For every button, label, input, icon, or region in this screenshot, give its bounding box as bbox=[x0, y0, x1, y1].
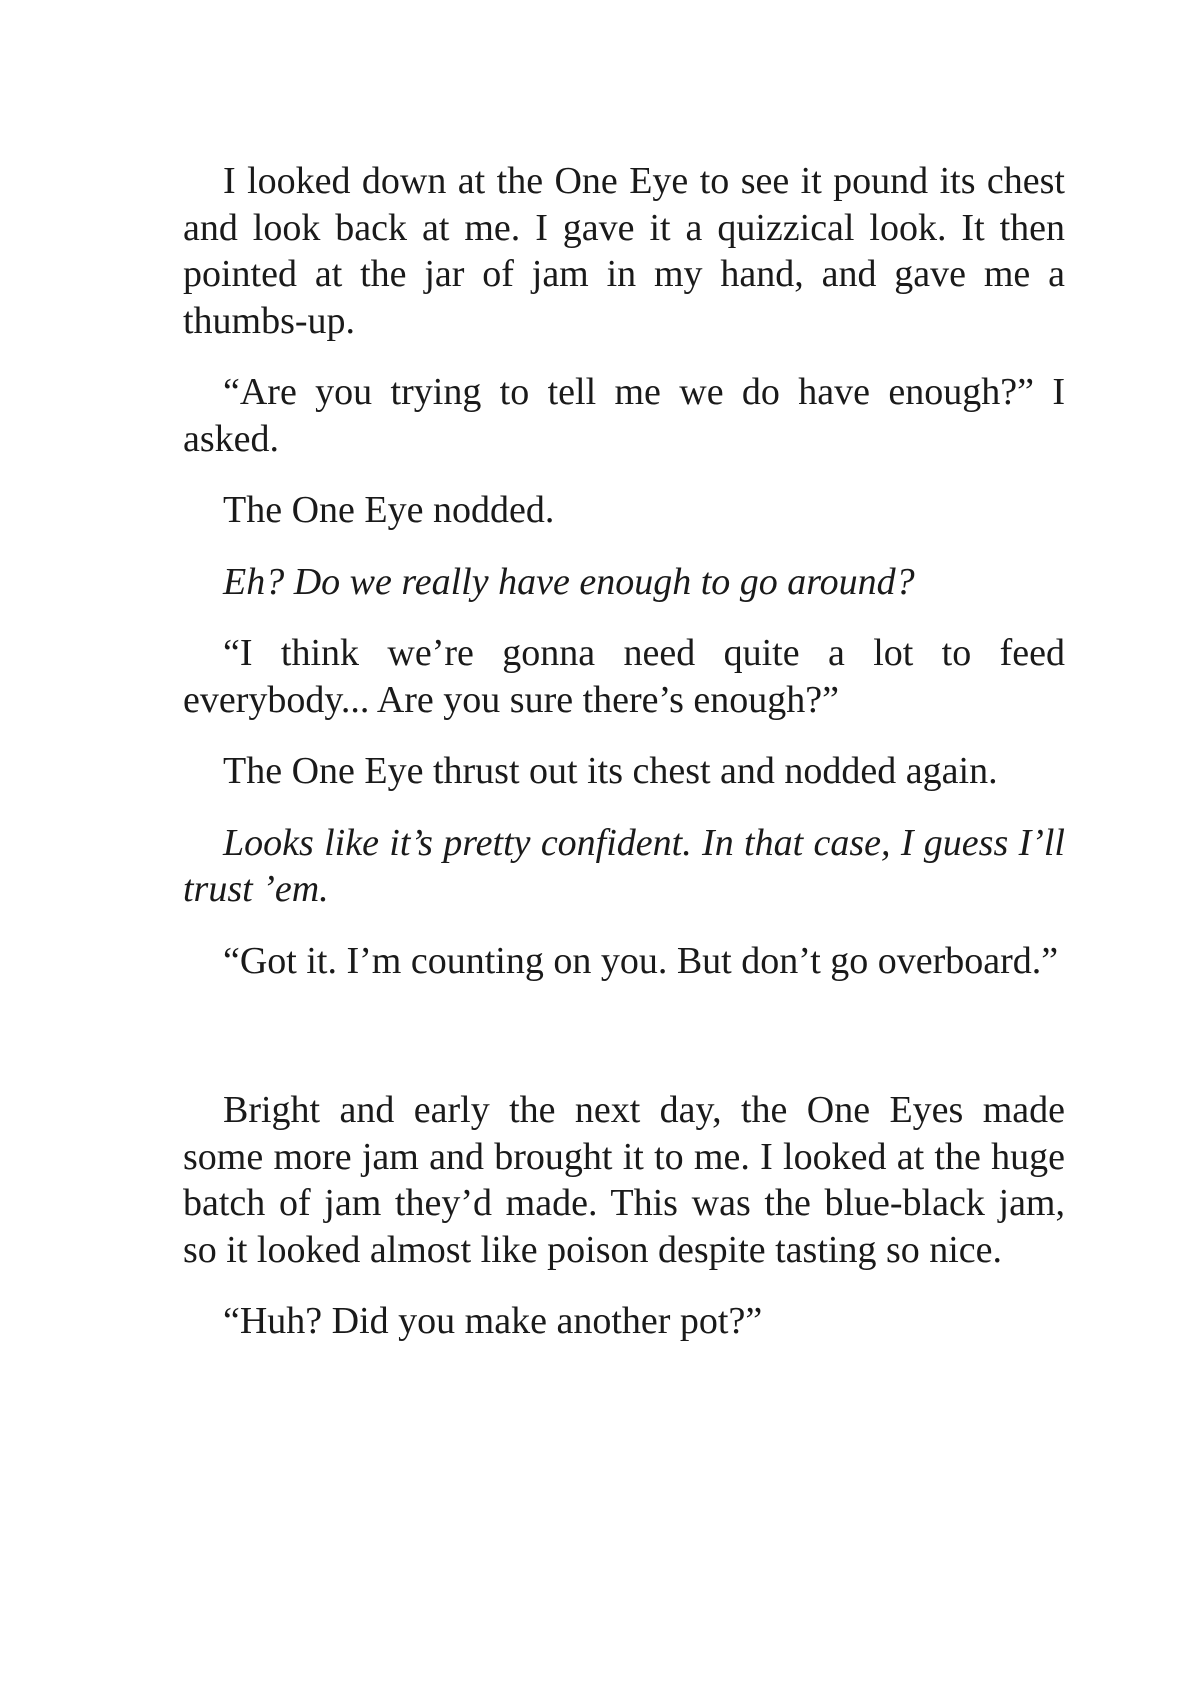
page-body bbox=[183, 158, 1065, 1370]
paragraph: The One Eye nodded. bbox=[223, 489, 555, 531]
italic-paragraph: Looks like it’s pretty confident. In that case, I guess I’ll trust ’em. bbox=[183, 821, 1065, 910]
paragraph: “Got it. I’m counting on you. But don’t go overboard.” bbox=[223, 939, 1059, 982]
paragraph: I looked down at the One Eye to see it pound its chest and look back at me. I gave it a quizzical look. It then pointed at the jar of jam in my hand, and gave me a thumbs-up. bbox=[183, 160, 1065, 342]
scene-break bbox=[183, 1009, 1065, 1087]
paragraph: “Huh? Did you make another pot?” bbox=[223, 1300, 763, 1342]
paragraph: Bright and early the next day, the One Eyes made some more jam and brought it to me. I looked at the huge batch of jam they’d made. This was the blue-black jam, so it looked almost like poison despite tasting so nice. bbox=[183, 1089, 1065, 1271]
paragraph: “I think we’re gonna need quite a lot to feed everybody... Are you sure there’s enough?” bbox=[183, 632, 1065, 721]
paragraph: The One Eye thrust out its chest and nodded again. bbox=[223, 750, 998, 792]
paragraph: “Are you trying to tell me we do have enough?” I asked. bbox=[183, 371, 1065, 460]
italic-paragraph: Eh? Do we really have enough to go around? bbox=[223, 560, 915, 603]
